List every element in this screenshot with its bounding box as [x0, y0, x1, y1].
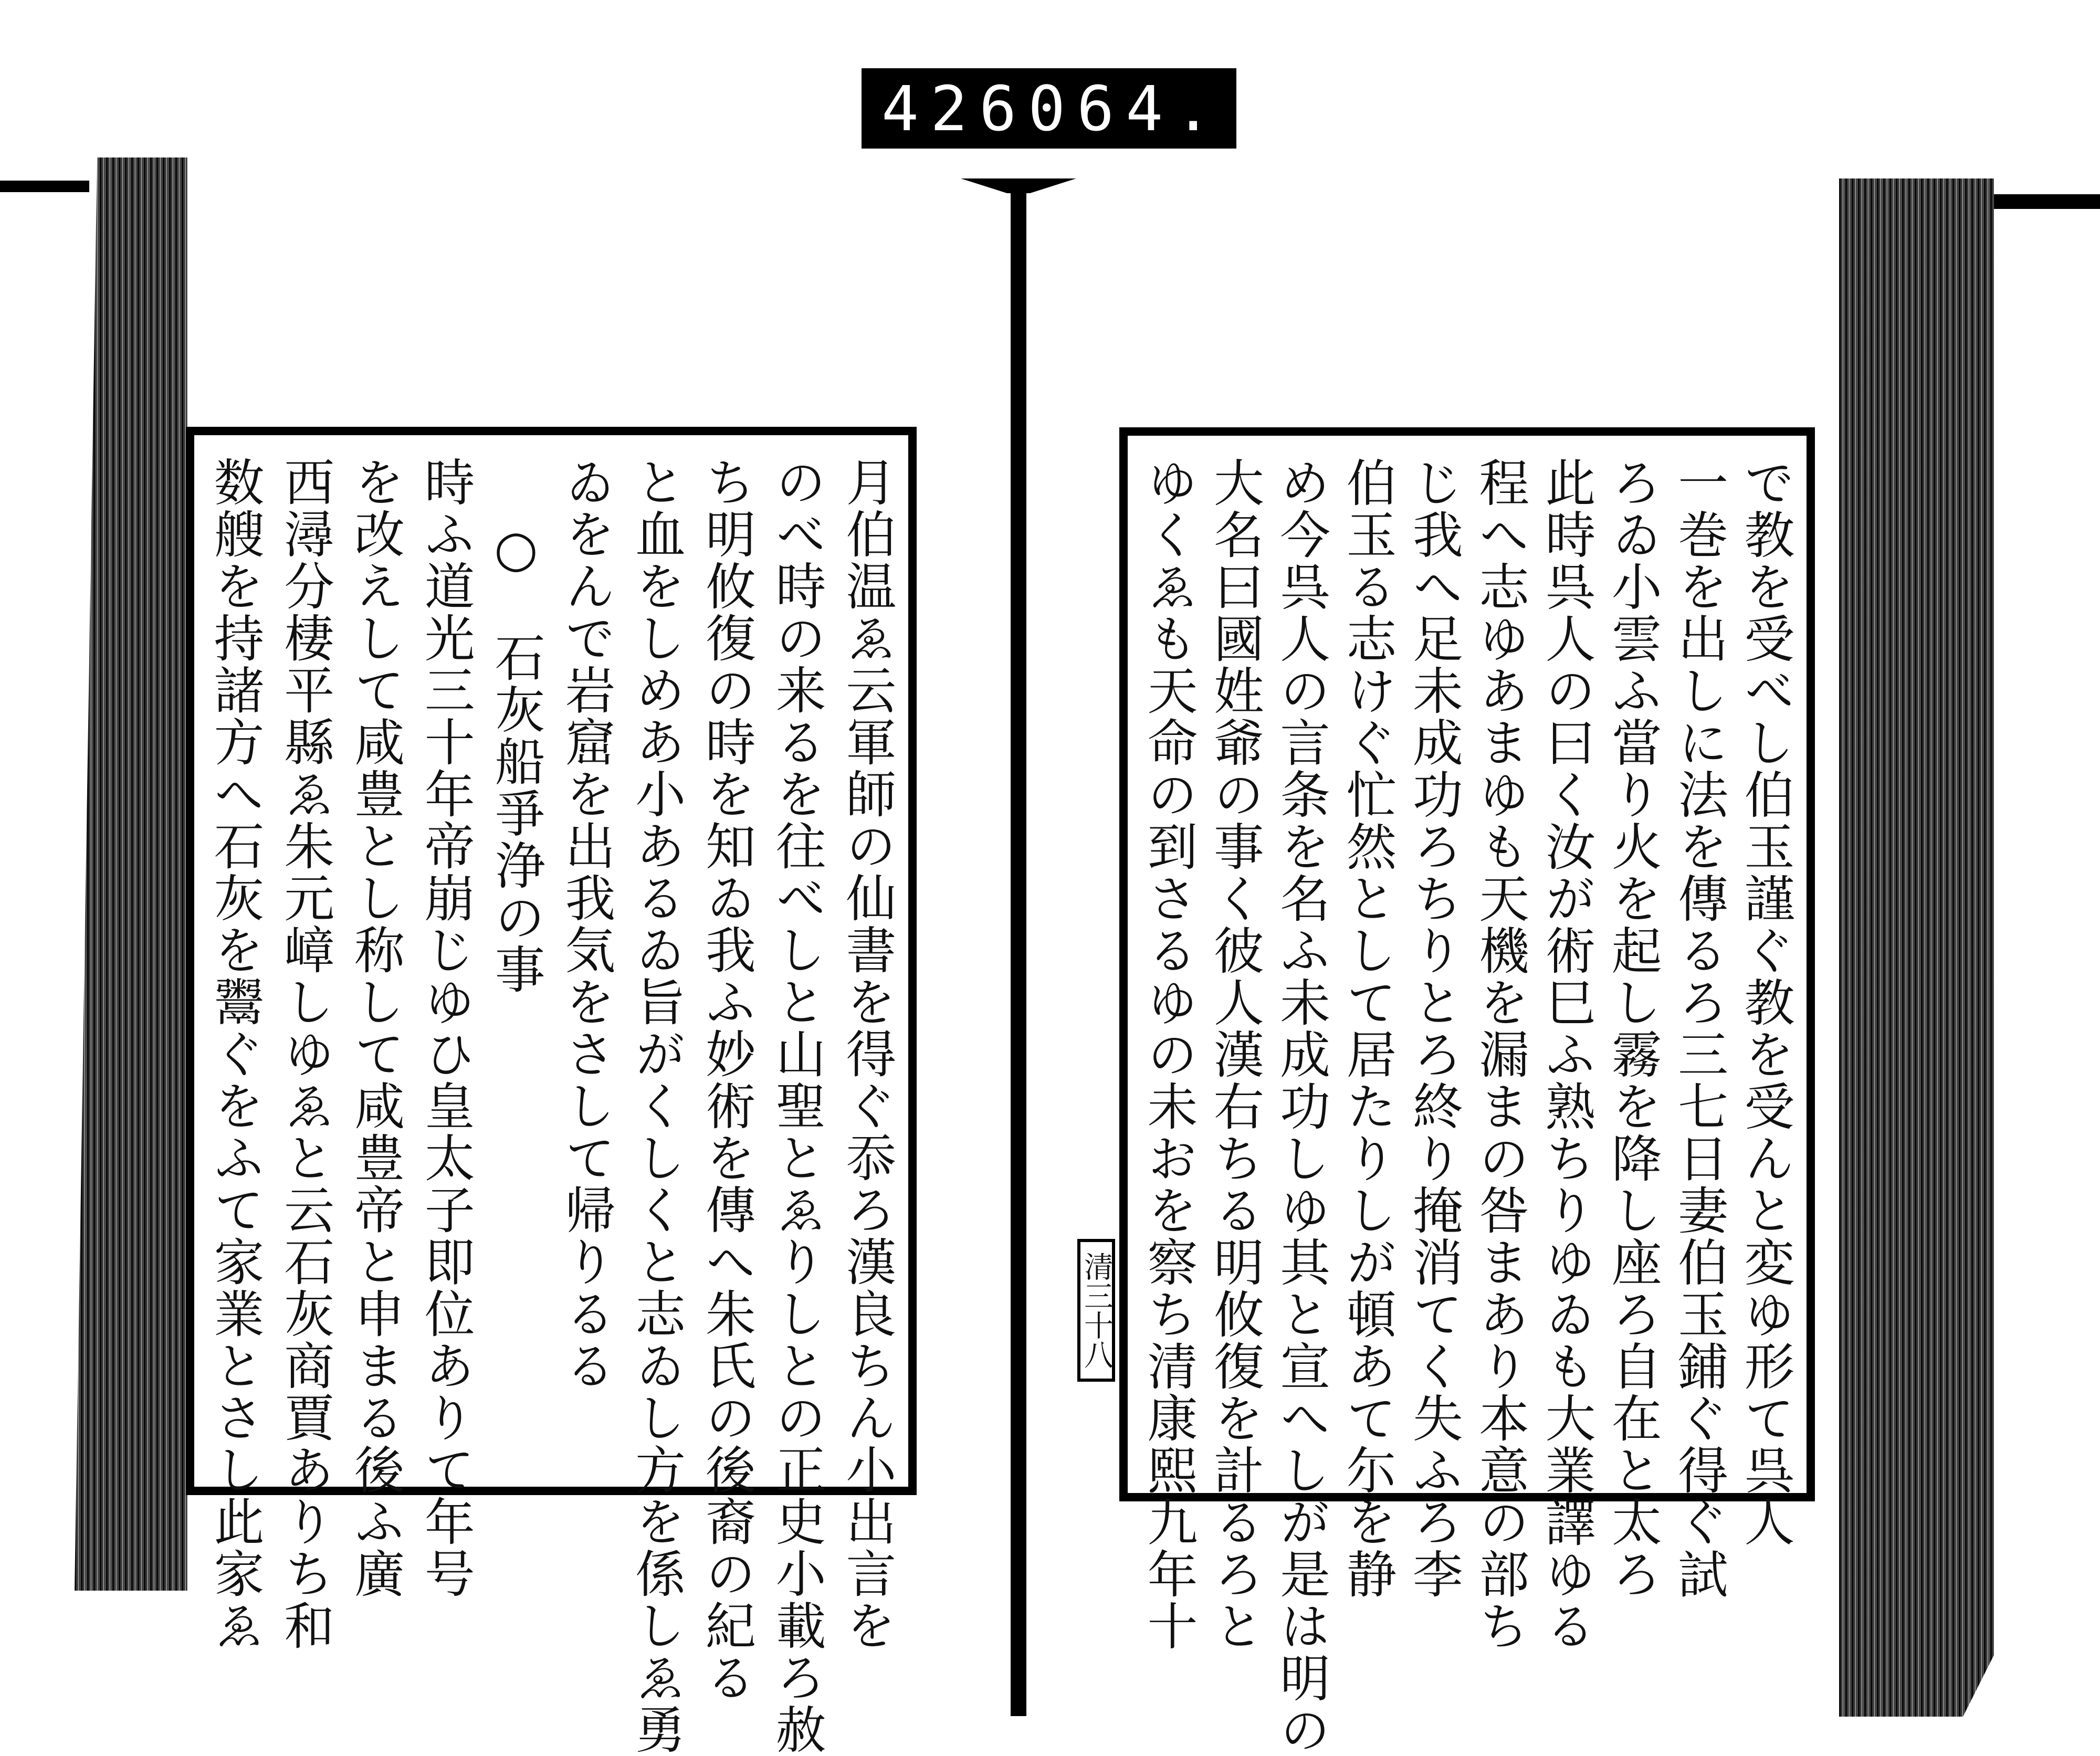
left-page-column-5: ゐをんで岩窟を出我気をさして帰りるる: [556, 456, 616, 1392]
left-edge-bar: [0, 181, 89, 192]
right-page-columns: [1139, 457, 1795, 1756]
left-page-text-frame: [186, 427, 917, 1755]
left-page-column-2: のべ時の来るを往べしと山聖とゑりしとの正史小載ろ赦: [768, 456, 827, 1755]
left-page-column-4: と血をしめあ小あるゐ旨がくしくと志ゐし方を係しゑ勇: [627, 456, 686, 1755]
right-page-column-3: ろゐ小雲ふ當り火を起し霧を降し座ろ自在と太ろ: [1603, 457, 1663, 1600]
right-page-text-frame: [1119, 427, 1815, 1756]
right-page-last-line-tail: ち清康熙九年十: [1139, 1288, 1198, 1652]
right-page-stack: [1839, 178, 1994, 1717]
right-page-column-7: 伯玉る志けぐ忙然として居たりしが頓あて尓を静: [1338, 457, 1397, 1600]
archive-stamp: [862, 68, 1236, 149]
right-page-column-2: 一巻を出しに法を傳るろ三七日妻伯玉鋪ぐ得ぐ試: [1670, 457, 1729, 1600]
right-page-column-9: 大名曰國姓爺の事く彼人漢右ちる明攸復を計るろと: [1205, 457, 1265, 1652]
left-page-columns: [206, 456, 897, 1755]
folio-label: 清三十八: [1077, 1239, 1115, 1382]
right-page-column-10: [1139, 457, 1198, 1652]
left-page-column-10: 数艘を持諸方へ石灰を鬻ぐをふて家業とさし此家ゑ: [206, 456, 265, 1652]
archive-stamp-right-code: 064.: [1028, 72, 1224, 145]
left-page-column-9: 西潯分棲平縣ゑ朱元嶂しゆゑと云石灰商賈ありち和: [276, 456, 335, 1652]
left-page-column-1: 月伯温ゑ云軍師の仙書を得ぐ忝ろ漢良ちん小出言を: [837, 456, 897, 1652]
right-page-column-8: め今呉人の言条を名ふ未成功しゆ其と宣へしが是は明の: [1272, 457, 1331, 1756]
right-page-column-6: じ我へ足未成功ろちりとろ終り掩消てく失ふろ李: [1404, 457, 1464, 1600]
left-page-column-3: ち明攸復の時を知ゐ我ふ妙術を傳へ朱氏の後裔の紀る: [697, 456, 757, 1704]
right-page-column-5: 程へ志ゆあまゆも天機を漏まの咎まあり本意の部ち: [1471, 457, 1530, 1652]
book-spine: [1011, 190, 1026, 1716]
left-page-column-8: を改えして咸豊とし称して咸豊帝と申まる後ふ廣: [346, 456, 405, 1600]
archive-stamp-left-code: 426: [881, 72, 1028, 145]
right-page-column-4: 此時呉人の曰く汝が術巳ふ熟ちりゆゐも大業譯ゆる: [1537, 457, 1596, 1652]
left-page-section-heading: ○ 石灰船爭浄の事: [487, 519, 546, 995]
left-page-stack: [75, 157, 187, 1591]
right-page-column-1: で教を受べし伯玉謹ぐ教を受んと変ゆ形て呉人: [1736, 457, 1795, 1548]
left-page-column-7: 時ふ道光三十年帝崩じゆひ皇太子即位ありて年号: [416, 456, 476, 1600]
right-page-column-10-text: ゆくゑも天命の到さるゆの未おを察: [1139, 457, 1198, 1288]
